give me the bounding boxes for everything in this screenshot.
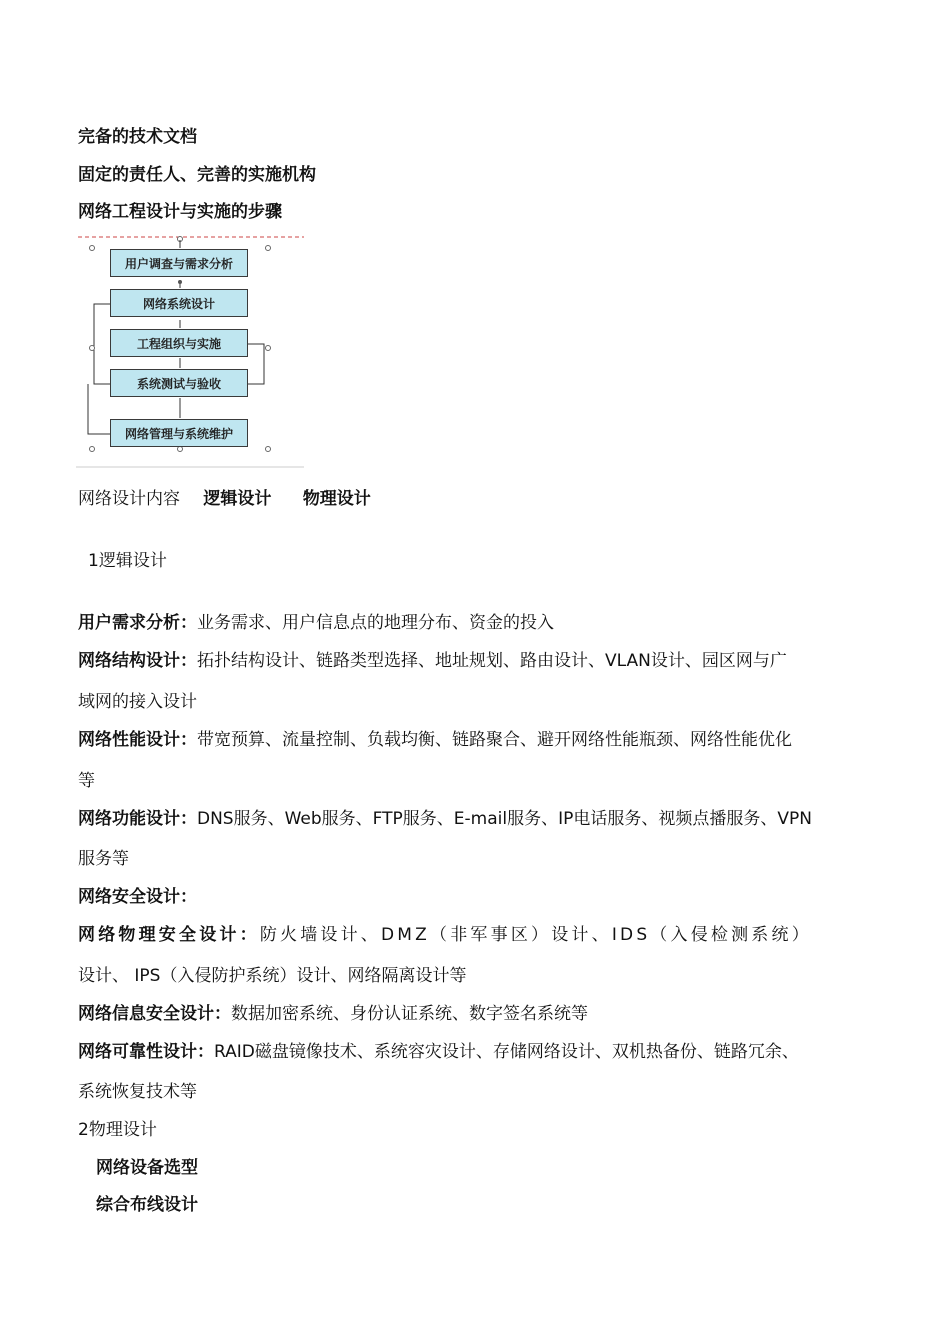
item-physical-security-cont: 设计、 IPS（入侵防护系统）设计、网络隔离设计等 xyxy=(78,966,467,986)
heading-tech-docs: 完备的技术文档 xyxy=(78,127,197,147)
item-network-performance xyxy=(78,730,792,750)
item-text: 业务需求、用户信息点的地理分布、资金的投入 xyxy=(197,613,554,633)
heading-steps: 网络工程设计与实施的步骤 xyxy=(78,202,282,222)
item-network-security: 网络安全设计： xyxy=(78,887,197,907)
step-requirements-analysis: 用户调查与需求分析 xyxy=(110,249,248,277)
item-label: 用户需求分析： xyxy=(78,613,197,633)
step-maintenance: 网络管理与系统维护 xyxy=(110,419,248,447)
item-network-function-cont: 服务等 xyxy=(78,849,129,869)
item-physical-security xyxy=(78,925,812,945)
step-implementation: 工程组织与实施 xyxy=(110,329,248,357)
item-network-function xyxy=(78,809,812,829)
design-content-line xyxy=(78,489,371,509)
sub-cabling-design: 综合布线设计 xyxy=(96,1195,198,1215)
item-text: 带宽预算、流量控制、负载均衡、链路聚合、避开网络性能瓶颈、网络性能优化 xyxy=(197,730,792,750)
process-diagram xyxy=(76,232,306,470)
section-logical-title: 1逻辑设计 xyxy=(88,551,167,571)
physical-design-label: 物理设计 xyxy=(302,489,371,509)
step-system-design: 网络系统设计 xyxy=(110,289,248,317)
item-text: 拓扑结构设计、链路类型选择、地址规划、路由设计、VLAN设计、园区网与广 xyxy=(197,651,787,671)
item-label: 网络物理安全设计： xyxy=(78,925,260,945)
section-physical-title: 2物理设计 xyxy=(78,1120,157,1140)
item-label: 网络信息安全设计： xyxy=(78,1004,231,1024)
item-text: DNS服务、Web服务、FTP服务、E-mail服务、IP电话服务、视频点播服务、VPN xyxy=(197,809,812,829)
sub-device-selection: 网络设备选型 xyxy=(96,1158,198,1178)
item-network-structure xyxy=(78,651,787,671)
item-label: 网络可靠性设计： xyxy=(78,1042,214,1062)
item-text: RAID磁盘镜像技术、系统容灾设计、存储网络设计、双机热备份、链路冗余、 xyxy=(214,1042,799,1062)
item-label: 网络结构设计： xyxy=(78,651,197,671)
item-reliability xyxy=(78,1042,799,1062)
item-text: 防火墙设计、DMZ（非军事区）设计、IDS（入侵检测系统） xyxy=(259,925,812,945)
design-content-label: 网络设计内容 xyxy=(78,489,180,509)
heading-responsible: 固定的责任人、完善的实施机构 xyxy=(78,165,316,185)
item-network-structure-cont: 域网的接入设计 xyxy=(78,692,197,712)
item-network-performance-cont: 等 xyxy=(78,771,95,791)
item-info-security xyxy=(78,1004,588,1024)
logical-design-label: 逻辑设计 xyxy=(203,489,272,509)
item-text: 数据加密系统、身份认证系统、数字签名系统等 xyxy=(231,1004,588,1024)
item-label: 网络功能设计： xyxy=(78,809,197,829)
step-testing-acceptance: 系统测试与验收 xyxy=(110,369,248,397)
item-user-requirements xyxy=(78,613,554,633)
item-label: 网络性能设计： xyxy=(78,730,197,750)
item-reliability-cont: 系统恢复技术等 xyxy=(78,1082,197,1102)
